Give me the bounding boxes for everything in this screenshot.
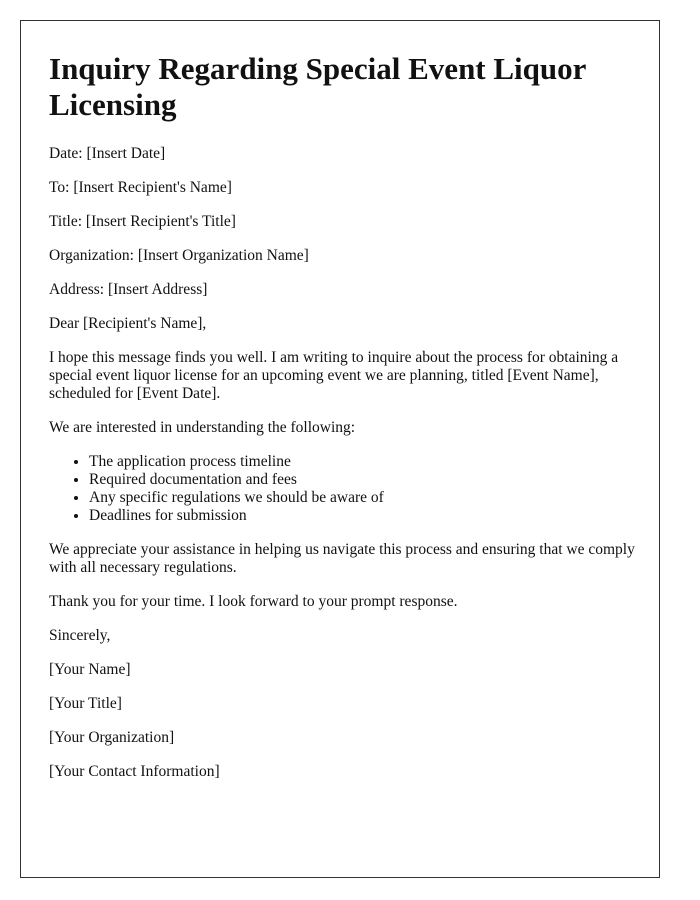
recipient-name-line: To: [Insert Recipient's Name] (49, 179, 232, 196)
signature-organization: [Your Organization] (49, 729, 175, 746)
list-item: • Deadlines for submission (89, 507, 639, 525)
letter-title: Inquiry Regarding Special Event Liquor Licensing (49, 51, 586, 122)
intro-paragraph: I hope this message finds you well. I am writing to inquire about the process for obtaining a special event liquor license for an upcoming event we are planning, titled [Event Name], scheduled for [Event Date]. (49, 349, 619, 402)
organization-line: Organization: [Insert Organization Name] (49, 247, 309, 264)
address-line: Address: [Insert Address] (49, 281, 208, 298)
closing: Sincerely, (49, 627, 111, 644)
list-item: • Any specific regulations we should be aware of (89, 489, 639, 507)
date-line: Date: [Insert Date] (49, 145, 166, 162)
letter-page (20, 20, 660, 878)
recipient-title-line: Title: [Insert Recipient's Title] (49, 213, 236, 230)
list-item: • The application process timeline (89, 453, 639, 471)
signature-name: [Your Name] (49, 661, 131, 678)
signature-title: [Your Title] (49, 695, 122, 712)
appreciation-paragraph: We appreciate your assistance in helping us navigate this process and ensuring that we comply with all necessary regulations. (49, 541, 635, 576)
inquiry-list (49, 453, 639, 525)
salutation: Dear [Recipient's Name], (49, 315, 207, 332)
list-item: • Required documentation and fees (89, 471, 639, 489)
interest-paragraph: We are interested in understanding the following: (49, 419, 356, 436)
signature-contact: [Your Contact Information] (49, 763, 220, 780)
letter-content (49, 51, 639, 797)
thanks-paragraph: Thank you for your time. I look forward to your prompt response. (49, 593, 458, 610)
